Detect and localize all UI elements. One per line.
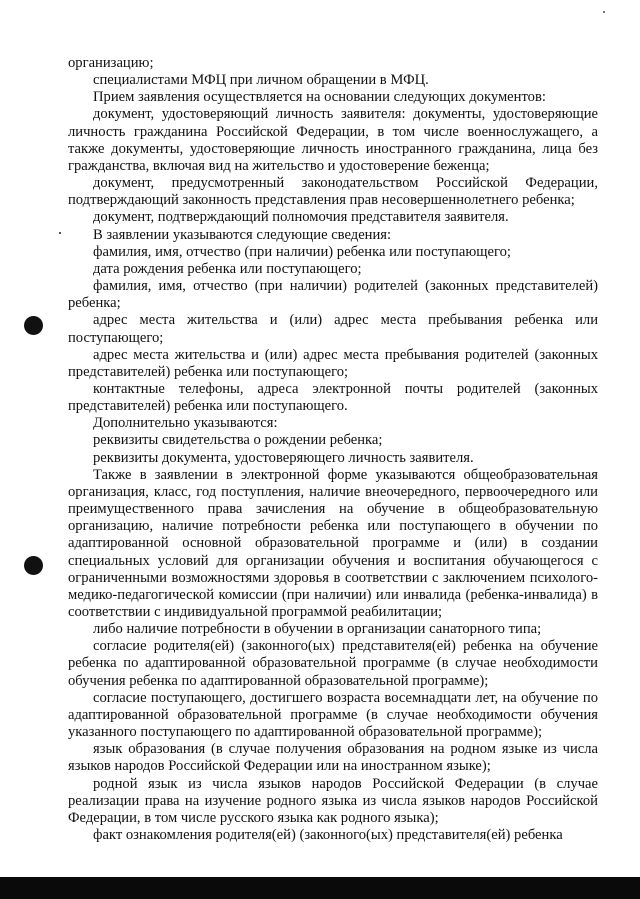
paragraph: организацию; — [68, 55, 154, 71]
paragraph: факт ознакомления родителя(ей) (законного(ых) представителя(ей) ребенка — [93, 827, 563, 844]
paragraph: реквизиты свидетельства о рождении ребенка; — [93, 432, 383, 449]
paragraph: адрес места жительства и (или) адрес места пребывания родителей (законных представителей) ребенка или поступающего; — [68, 346, 598, 380]
paragraph: согласие поступающего, достигшего возраста восемнадцати лет, на обучение по адаптированной образовательной программе (в случае необходимости обучения указанного поступающего по адаптированной образовательной программе); — [68, 689, 598, 741]
paragraph: дата рождения ребенка или поступающего; — [93, 260, 362, 277]
paragraph: либо наличие потребности в обучении в организации санаторного типа; — [93, 621, 542, 638]
paragraph: документ, подтверждающий полномочия представителя заявителя. — [93, 209, 509, 226]
scan-speck — [59, 232, 61, 234]
paragraph: адрес места жительства и (или) адрес места пребывания ребенка или поступающего; — [68, 312, 598, 346]
paragraph: язык образования (в случае получения образования на родном языке из числа языков народов Российской Федерации или на иностранном языке); — [68, 741, 598, 775]
scan-speck — [603, 11, 605, 13]
paragraph: документ, предусмотренный законодательством Российской Федерации, подтверждающий законность представления прав несовершеннолетнего ребенка; — [68, 175, 598, 209]
paragraph: Прием заявления осуществляется на основании следующих документов: — [93, 89, 546, 106]
scan-edge-shadow — [0, 877, 640, 899]
paragraph: контактные телефоны, адреса электронной почты родителей (законных представителей) ребенка или поступающего. — [68, 380, 598, 415]
paragraph: фамилия, имя, отчество (при наличии) родителей (законных представителей) ребенка; — [68, 278, 598, 312]
paragraph: специалистами МФЦ при личном обращении в МФЦ. — [93, 72, 429, 89]
paragraph: реквизиты документа, удостоверяющего личность заявителя. — [93, 449, 474, 466]
paragraph: Также в заявлении в электронной форме указываются общеобразовательная организация, класс, год поступления, наличие внеочередного, первоочередного или преимущественного права зачисления на обучение в общеобразовательную организацию, наличие потребности ребенка или поступающего в обучении по адаптированной основной образовательной программе и (или) в создании специальных условий для организации обучения и воспитания обучающегося с ограниченными возможностями здоровья в соответствии с заключением психолого-медико-педагогической комиссии (при наличии) или инвалида (ребенка-инвалида) в соответствии с индивидуальной программой реабилитации; — [68, 466, 598, 620]
paragraph: фамилия, имя, отчество (при наличии) ребенка или поступающего; — [93, 243, 511, 260]
paragraph: документ, удостоверяющий личность заявителя: документы, удостоверяющие личность гражданина Российской Федерации, в том числе военнослужащего, а также документы, удостоверяющие личность иностранного гражданина, лица без гражданства, включая вид на жительство и удостоверение беженца; — [68, 106, 598, 174]
paragraph: родной язык из числа языков народов Российской Федерации (в случае реализации права на изучение родного языка из числа языков народов Российской Федерации, в том числе русского языка как родного языка); — [68, 775, 598, 826]
paragraph: Дополнительно указываются: — [93, 415, 278, 432]
paragraph: согласие родителя(ей) (законного(ых) представителя(ей) ребенка на обучение ребенка по адаптированной образовательной программе (в случае необходимости обучения ребенка по адаптированной образовательной программе); — [68, 638, 598, 689]
punch-hole — [24, 556, 43, 575]
paragraph: В заявлении указываются следующие сведения: — [93, 226, 392, 243]
punch-hole — [24, 316, 43, 335]
document-body — [68, 55, 598, 844]
